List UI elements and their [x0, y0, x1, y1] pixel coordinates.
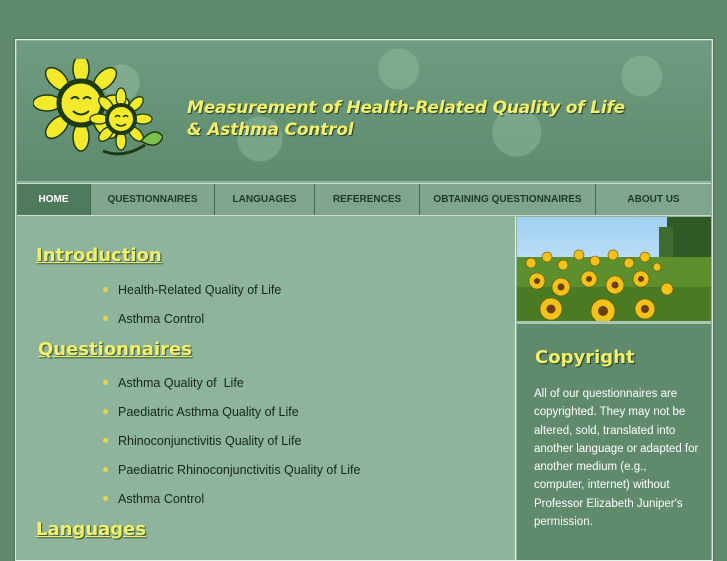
list-item-health-related-qol[interactable]: Health-Related Quality of Life [103, 283, 281, 297]
site-header [17, 41, 711, 181]
list-item-paediatric-rhinoconjunctivitis-qol[interactable]: Paediatric Rhinoconjunctivitis Quality of Life [103, 463, 360, 477]
bullet-icon [103, 287, 108, 292]
questionnaires-link[interactable]: Questionnaires [38, 339, 192, 360]
bullet-icon [103, 496, 108, 501]
sidebar [517, 217, 711, 560]
list-item-asthma-control-intro[interactable]: Asthma Control [103, 312, 204, 326]
sunflower-logo-icon [33, 59, 163, 167]
languages-link[interactable]: Languages [36, 519, 147, 540]
list-item-asthma-qol[interactable]: Asthma Quality of Life [103, 376, 244, 390]
nav-home[interactable]: HOME [17, 184, 91, 215]
nav-references[interactable]: REFERENCES [315, 184, 420, 215]
list-item-paediatric-asthma-qol[interactable]: Paediatric Asthma Quality of Life [103, 405, 299, 419]
copyright-text: All of our questionnaires are copyrighted. They may not be altered, sold, translated into another language or adapted for another medium (e.g., computer, internet) without Professor Elizabeth Juniper's permission. [534, 388, 699, 529]
bullet-icon [103, 409, 108, 414]
list-item-asthma-control[interactable]: Asthma Control [103, 492, 204, 506]
sunflower-field-photo [517, 217, 711, 324]
list-item-rhinoconjunctivitis-qol[interactable]: Rhinoconjunctivitis Quality of Life [103, 434, 301, 448]
introduction-link[interactable]: Introduction [36, 245, 162, 266]
nav-obtaining-questionnaires[interactable]: OBTAINING QUESTIONNAIRES [420, 184, 596, 215]
bullet-icon [103, 438, 108, 443]
page-container [15, 39, 713, 561]
bullet-icon [103, 316, 108, 321]
site-title-line1: Measurement of Health-Related Quality of Life [187, 98, 625, 118]
nav-about-us[interactable]: ABOUT US [627, 194, 680, 205]
nav-questionnaires[interactable]: QUESTIONNAIRES [91, 184, 215, 215]
bullet-icon [103, 380, 108, 385]
main-content [17, 217, 516, 560]
bullet-icon [103, 467, 108, 472]
nav-languages[interactable]: LANGUAGES [215, 184, 315, 215]
main-nav [17, 183, 711, 216]
copyright-heading: Copyright [535, 347, 635, 368]
site-title [187, 97, 625, 141]
site-title-line2: & Asthma Control [187, 120, 354, 140]
